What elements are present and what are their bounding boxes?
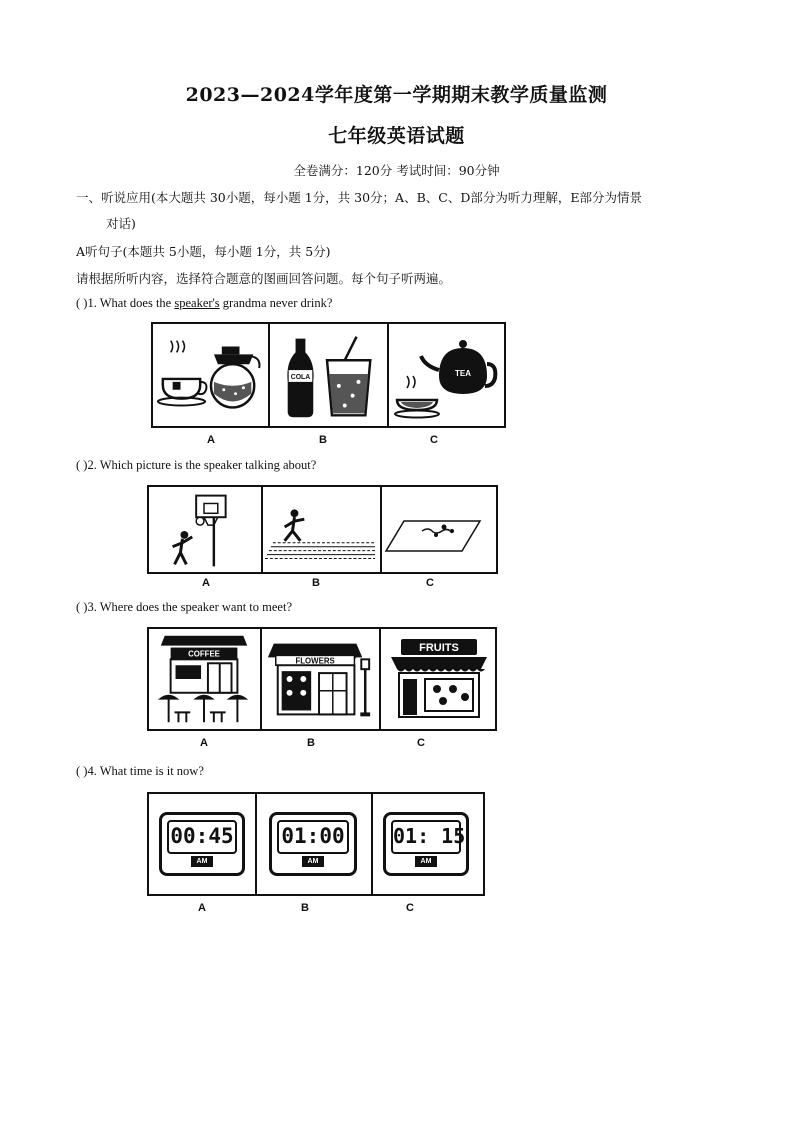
answer-blank[interactable]: ( ) <box>76 458 88 472</box>
option-a-picture[interactable] <box>149 794 257 894</box>
exam-info: 全卷满分：120分 考试时间：90分钟 <box>293 163 500 178</box>
clock-time: 01:00 <box>277 820 349 854</box>
digital-clock-icon <box>383 812 469 876</box>
question-2: ( )2. Which picture is the speaker talking about? <box>76 458 317 472</box>
part-a-instruction: 请根据所听内容，选择符合题意的图画回答问题。每个句子听两遍。 <box>76 271 452 286</box>
am-badge: AM <box>415 856 437 867</box>
answer-blank[interactable]: ( ) <box>76 296 88 310</box>
am-badge: AM <box>191 856 213 867</box>
option-b-picture[interactable] <box>270 324 389 426</box>
runner-on-track-icon <box>263 487 380 572</box>
option-a-picture[interactable] <box>149 629 262 729</box>
coffee-shop-icon <box>149 629 260 729</box>
option-c-picture[interactable] <box>373 794 483 894</box>
option-c-picture[interactable] <box>389 324 504 426</box>
answer-blank[interactable]: ( ) <box>76 764 88 778</box>
fruit-shop-icon <box>381 629 495 729</box>
page-subtitle: 七年级英语试题 <box>328 125 465 147</box>
option-b-label: B <box>319 434 327 446</box>
clock-time: 00:45 <box>167 820 237 854</box>
option-a-picture[interactable] <box>149 487 263 572</box>
svg-text:COLA: COLA <box>290 373 311 381</box>
coffee-cup-and-pot-icon <box>153 324 268 426</box>
question-2-pictures <box>147 485 498 574</box>
option-b-label: B <box>301 902 309 914</box>
question-3-pictures <box>147 627 497 731</box>
flower-shop-icon <box>262 629 379 729</box>
option-a-label: A <box>207 434 215 446</box>
question-1: ( )1. What does the speaker's grandma never drink? <box>76 296 333 310</box>
question-1-pictures <box>151 322 506 428</box>
question-4-pictures <box>147 792 485 896</box>
option-a-label: A <box>200 737 208 749</box>
svg-text:TEA: TEA <box>455 369 471 378</box>
option-c-label: C <box>417 737 425 749</box>
option-c-label: C <box>406 902 414 914</box>
question-3: ( )3. Where does the speaker want to meet? <box>76 600 293 614</box>
basketball-player-icon <box>149 487 261 572</box>
svg-text:FLOWERS: FLOWERS <box>295 656 335 666</box>
option-a-label: A <box>202 577 210 589</box>
question-4: ( )4. What time is it now? <box>76 764 204 778</box>
option-c-label: C <box>430 434 438 446</box>
clock-time: 01: 15 <box>391 820 461 854</box>
option-c-label: C <box>426 577 434 589</box>
digital-clock-icon <box>159 812 245 876</box>
cola-bottle-and-juice-glass-icon <box>270 324 387 426</box>
option-c-picture[interactable] <box>381 629 495 729</box>
option-a-picture[interactable] <box>153 324 270 426</box>
option-a-label: A <box>198 902 206 914</box>
option-b-picture[interactable] <box>257 794 373 894</box>
svg-text:COFFEE: COFFEE <box>188 649 220 659</box>
answer-blank[interactable]: ( ) <box>76 600 88 614</box>
am-badge: AM <box>302 856 324 867</box>
option-b-label: B <box>307 737 315 749</box>
section-heading: 一、听说应用(本大题共 30小题，每小题 1分，共 30分；A、B、C、D部分为听力理解，E部分为情景 <box>76 190 642 205</box>
part-a-title: A听句子(本题共 5小题，每小题 1分，共 5分) <box>76 244 331 259</box>
section-heading-cont: 对话) <box>106 216 136 231</box>
option-b-picture[interactable] <box>263 487 382 572</box>
teapot-and-teacup-icon <box>389 324 504 426</box>
option-b-label: B <box>312 577 320 589</box>
option-c-picture[interactable] <box>382 487 496 572</box>
svg-text:FRUITS: FRUITS <box>419 642 459 654</box>
option-b-picture[interactable] <box>262 629 381 729</box>
page-title: 2023—2024学年度第一学期期末教学质量监测 <box>185 84 608 106</box>
picnic-mat-icon <box>382 487 496 572</box>
digital-clock-icon <box>269 812 357 876</box>
